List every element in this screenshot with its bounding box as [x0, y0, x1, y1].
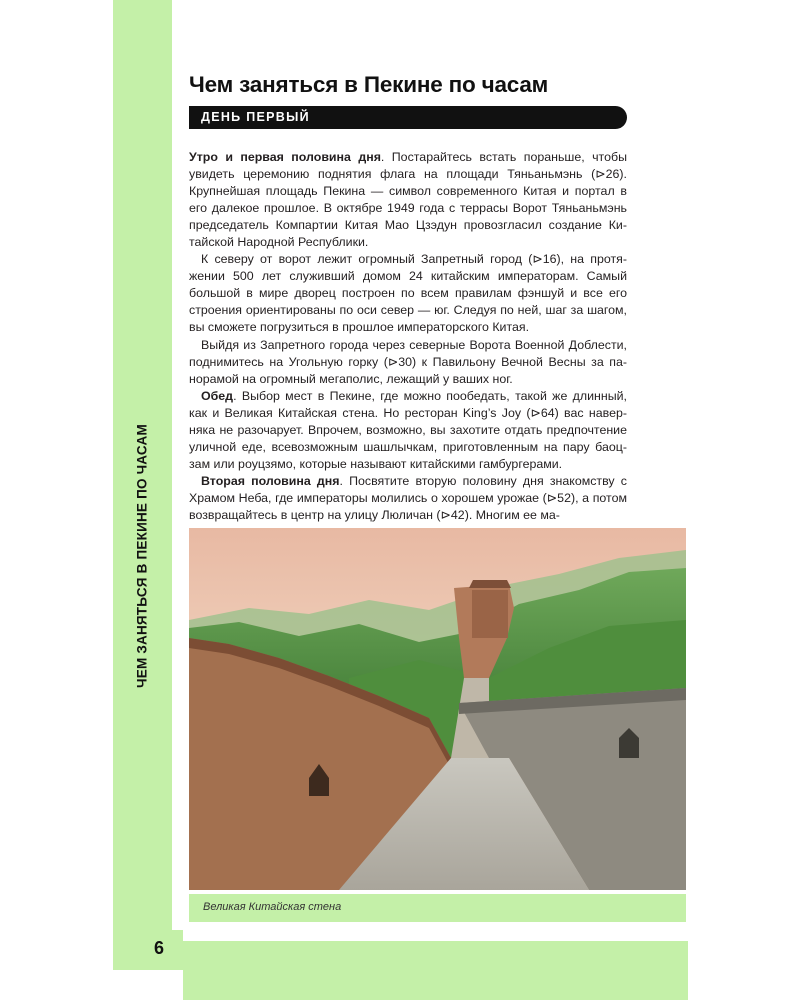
paragraph-lead: Утро и первая половина дня	[189, 150, 381, 164]
page-number: 6	[153, 938, 164, 958]
page-title: Чем заняться в Пекине по часам	[189, 72, 549, 97]
paragraph-text: . Постарайтесь встать пораньше, чтобы увидеть церемонию поднятия флага на площади Тяньаньмэнь (⊳26). Крупнейшая площадь Пекина — символ современного Китая и портал в его далекое прошлое. В октябре 1949 года с террасы Ворот Тяньаньмэнь председатель Компартии Китая Мао Цзэдун провозгласил создание Китайской Народной Республики.	[189, 150, 627, 250]
paragraph-lead: Вторая половина дня	[201, 473, 340, 488]
paragraph-text: . Посвятите вторую половину дня знакомству с Храмом Неба, где императоры молились о хорошем урожае (⊳52), а потом возвращайтесь в центр на улицу Люличан (⊳42). Многим ее ма-	[189, 473, 627, 522]
paragraph-lunch	[189, 388, 627, 473]
paragraph-text: К северу от ворот лежит огромный Запретный город (⊳16), на протяжении 500 лет служивший домом 24 китайским императорам. Самый большой в мире дворец построен по всем правилам фэншуй и все его строения ориентированы по оси север — юг. Следуя по ней, шаг за шагом, вы сможете погрузиться в прошлое императорского Китая.	[189, 252, 627, 335]
footer-strip	[183, 941, 688, 1000]
paragraph-text: . Выбор мест в Пекине, где можно пообедать, такой же длинный, как и Великая Китайская стена. Но ресторан King’s Joy (⊳64) вас наверняка не разочарует. Впрочем, возможно, вы захотите отдать предпочтение уличной еде, всевозможным шашлычкам, приготовленным на пару баоцзам или роуцзямо, которые называют китайскими гамбургерами.	[189, 388, 627, 471]
great-wall-photo	[189, 528, 686, 890]
paragraph-forbidden-city	[189, 251, 627, 336]
paragraph-lead: Обед	[201, 388, 234, 403]
paragraph-afternoon	[189, 473, 627, 524]
day-heading-label: ДЕНЬ ПЕРВЫЙ	[201, 110, 310, 124]
photo-caption: Великая Китайская стена	[203, 901, 342, 913]
great-wall-illustration	[189, 528, 686, 890]
paragraph-coal-hill	[189, 337, 627, 388]
sidebar-label: ЧЕМ ЗАНЯТЬСЯ В ПЕКИНЕ ПО ЧАСАМ	[134, 424, 150, 688]
paragraph-text: Выйдя из Запретного города через северные Ворота Военной Доблести, поднимитесь на Угольную горку (⊳30) к Павильону Вечной Весны за панорамой на огромный мегаполис, лежащий у ваших ног.	[189, 337, 627, 386]
caption-bar	[189, 894, 686, 922]
page-number-box	[113, 930, 183, 970]
article-body	[189, 149, 627, 524]
day-heading-bar	[189, 106, 627, 129]
paragraph-morning	[189, 149, 627, 251]
